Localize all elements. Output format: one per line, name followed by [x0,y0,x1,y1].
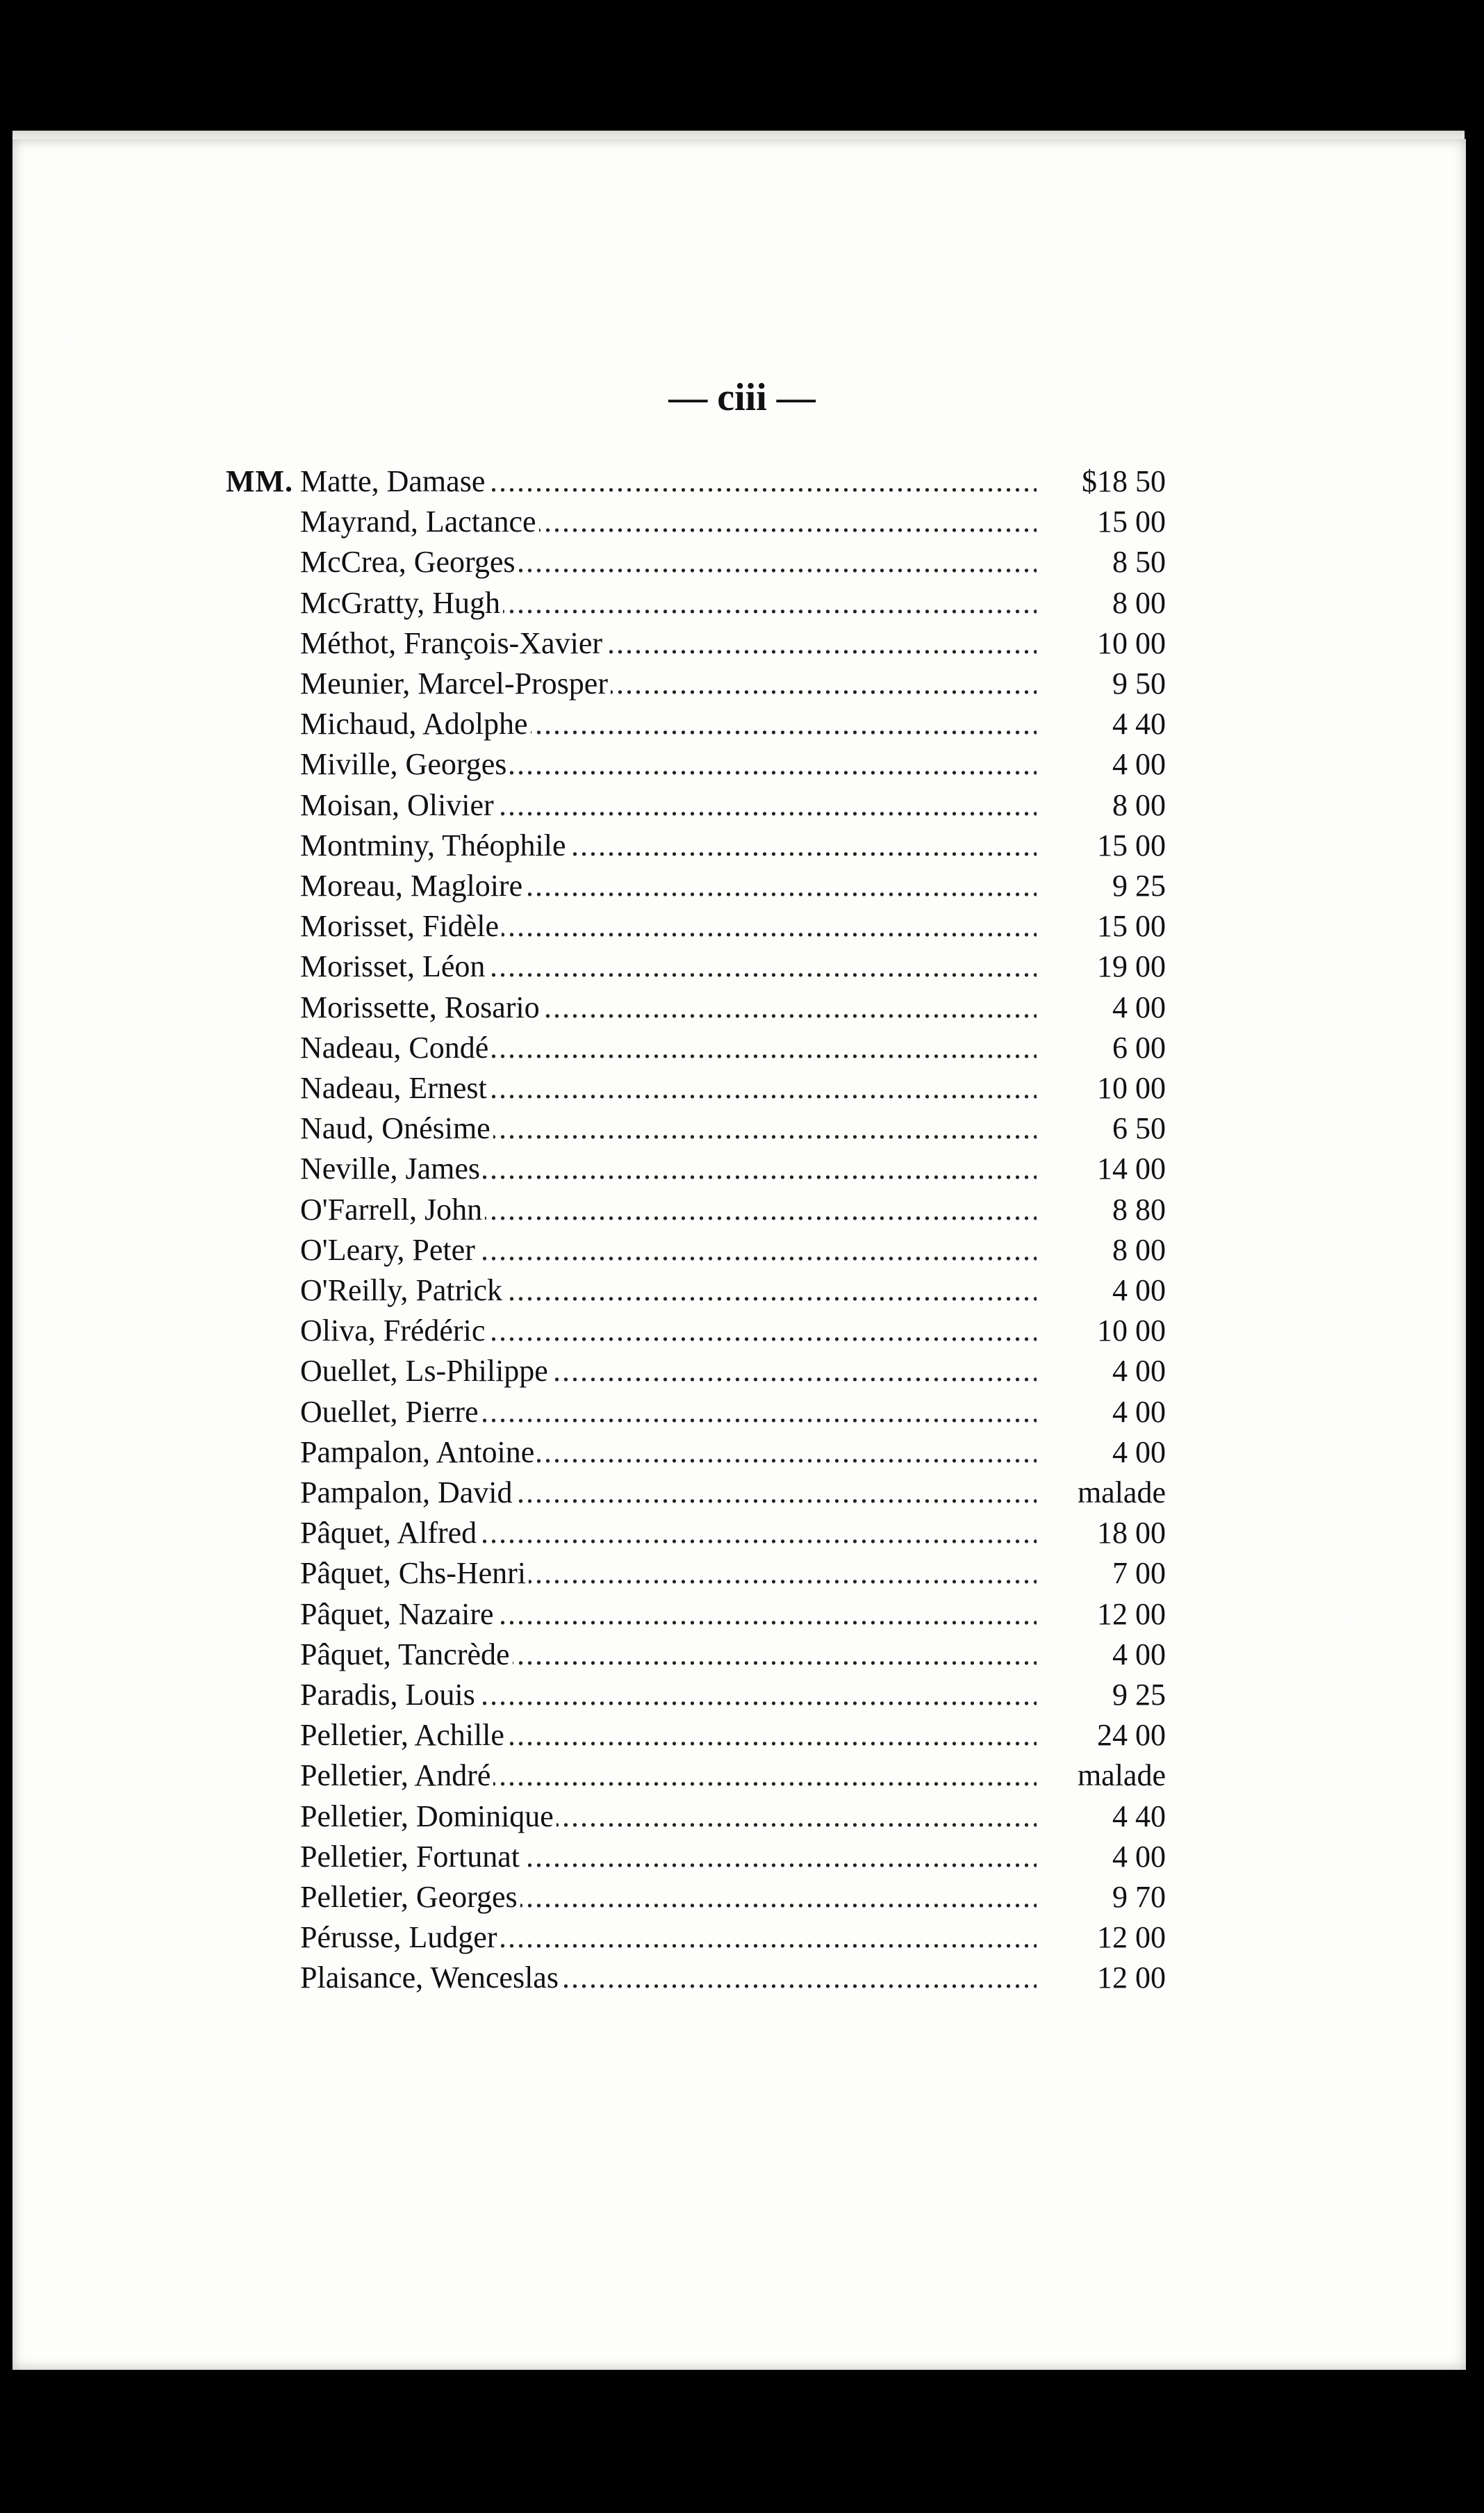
entry-name-text: Meunier, Marcel-Prosper [300,666,611,701]
entry-amount: 4 00 [1112,1395,1166,1429]
entry-name-text: Mayrand, Lactance [300,505,539,539]
entry-amount: 19 00 [1097,949,1166,983]
entry-name [300,1755,1037,1796]
entry-name [300,1513,1037,1553]
entry-amount: 10 00 [1097,626,1166,660]
list-item [0,1270,1484,1311]
entry-amount: 9 70 [1112,1880,1166,1914]
entry-name [300,1635,1037,1675]
entry-amount: 12 00 [1097,1597,1166,1631]
list-item [0,1068,1484,1108]
entry-name [300,1877,1037,1917]
entry-amount: malade [1077,1758,1166,1792]
entry-name-text: Morisset, Léon [300,949,488,983]
entry-name [300,947,1037,987]
entry-name [300,988,1037,1028]
entry-amount: 12 00 [1097,1920,1166,1954]
entry-name-text: Pâquet, Alfred [300,1516,479,1550]
entry-name [300,1958,1037,1998]
entry-amount: 12 00 [1097,1961,1166,1995]
list-item [0,826,1484,866]
list-item [0,1635,1484,1675]
entry-name-text: Plaisance, Wenceslas [300,1961,561,1995]
entry-name [300,502,1037,542]
entry-amount: 4 40 [1112,1799,1166,1833]
entry-name-text: Pérusse, Ludger [300,1920,500,1954]
list-item [0,583,1484,623]
entry-name-text: Moreau, Magloire [300,869,525,903]
entry-name [300,583,1037,623]
entry-name-text: Ouellet, Pierre [300,1395,481,1429]
entry-name [300,785,1037,826]
list-item [0,542,1484,582]
list-item [0,664,1484,704]
entry-amount: 8 00 [1112,788,1166,822]
list-item [0,1755,1484,1796]
entry-name-text: Morisset, Fidèle [300,909,502,943]
entry-name [300,1675,1037,1715]
entry-amount: 9 50 [1112,666,1166,701]
list-item [0,1432,1484,1473]
entry-name [300,542,1037,582]
entry-name-text: Montminy, Théophile [300,828,569,862]
entry-name-text: Oliva, Frédéric [300,1313,488,1348]
entry-amount: 8 00 [1112,1233,1166,1267]
entry-name [300,1553,1037,1594]
entry-name [300,704,1037,744]
entry-name-text: Méthot, François-Xavier [300,626,605,660]
entry-name-text: Paradis, Louis [300,1678,478,1712]
list-item [0,1877,1484,1917]
entry-name [300,1311,1037,1351]
entry-amount: 9 25 [1112,1678,1166,1712]
entry-amount: 6 50 [1112,1111,1166,1145]
entry-name [300,1432,1037,1473]
list-item [0,1230,1484,1270]
entry-name-text: Miville, Georges [300,747,509,781]
list-item [0,502,1484,542]
list-item [0,1958,1484,1998]
entry-name [300,1392,1037,1432]
entry-name-text: O'Farrell, John [300,1193,485,1227]
entry-amount: 15 00 [1097,828,1166,862]
entry-amount: $18 50 [1082,464,1166,498]
entry-amount: 14 00 [1097,1152,1166,1186]
entry-name [300,1715,1037,1755]
entry-name-text: Pelletier, Fortunat [300,1840,522,1874]
entry-amount: malade [1077,1475,1166,1509]
entry-name [300,623,1037,664]
entry-amount: 15 00 [1097,909,1166,943]
entry-name-text: Michaud, Adolphe [300,707,531,741]
entry-amount: 18 00 [1097,1516,1166,1550]
list-item [0,1837,1484,1877]
list-item [0,1028,1484,1068]
entry-name [300,461,1037,502]
list-item [0,1190,1484,1230]
entry-amount: 4 40 [1112,707,1166,741]
entry-amount: 4 00 [1112,1840,1166,1874]
list-item [0,1149,1484,1189]
honorific-label: MM. [226,464,294,498]
entry-name-text: Naud, Onésime [300,1111,493,1145]
list-item [0,461,1484,502]
list-item [0,1553,1484,1594]
entry-name-text: Neville, James [300,1152,483,1186]
entry-name [300,1351,1037,1391]
entry-name-text: Ouellet, Ls-Philippe [300,1354,551,1388]
entry-name-text: Pelletier, Georges [300,1880,520,1914]
list-item [0,1715,1484,1755]
entry-name [300,1837,1037,1877]
entry-amount: 10 00 [1097,1071,1166,1105]
entry-amount: 4 00 [1112,1273,1166,1307]
entry-name [300,664,1037,704]
list-item [0,1392,1484,1432]
list-item [0,1796,1484,1837]
scan-speck [1342,1619,1348,1625]
entry-name-text: O'Reilly, Patrick [300,1273,505,1307]
entry-name [300,1149,1037,1189]
entry-name [300,866,1037,906]
list-item [0,1594,1484,1635]
entry-amount: 4 00 [1112,1354,1166,1388]
list-item [0,1513,1484,1553]
entry-name [300,1190,1037,1230]
entry-amount: 6 00 [1112,1031,1166,1065]
entry-name [300,1230,1037,1270]
entry-amount: 4 00 [1112,1637,1166,1671]
entry-name-text: Nadeau, Ernest [300,1071,490,1105]
entry-amount: 4 00 [1112,990,1166,1024]
entry-name-text: McCrea, Georges [300,545,518,579]
list-item [0,1311,1484,1351]
entry-amount: 15 00 [1097,505,1166,539]
entry-name [300,1917,1037,1958]
entry-name-text: Nadeau, Condé [300,1031,491,1065]
list-item [0,704,1484,744]
list-item [0,744,1484,785]
page-number: — ciii — [668,376,816,419]
list-item [0,866,1484,906]
entry-name [300,1796,1037,1837]
entry-name [300,744,1037,785]
entry-name-text: Pampalon, David [300,1475,516,1509]
list-item [0,906,1484,947]
entry-name-text: Matte, Damase [300,464,488,498]
entry-name-text: Pâquet, Chs-Henri [300,1556,529,1590]
entry-name-text: Pâquet, Tancrède [300,1637,513,1671]
entry-name [300,1594,1037,1635]
entry-amount: 4 00 [1112,747,1166,781]
list-item [0,785,1484,826]
entry-amount: 8 80 [1112,1193,1166,1227]
entry-amount: 8 00 [1112,586,1166,620]
list-item [0,1675,1484,1715]
list-item [0,1351,1484,1391]
list-item [0,988,1484,1028]
entry-name [300,826,1037,866]
entry-name [300,1028,1037,1068]
entry-name-text: Moisan, Olivier [300,788,497,822]
list-item [0,1108,1484,1149]
entry-name [300,1068,1037,1108]
scan-speck [67,341,71,345]
entry-amount: 24 00 [1097,1718,1166,1752]
entry-name-text: O'Leary, Peter [300,1233,478,1267]
entry-amount: 8 50 [1112,545,1166,579]
list-item [0,623,1484,664]
entry-name [300,906,1037,947]
entry-amount: 7 00 [1112,1556,1166,1590]
list-item [0,947,1484,987]
entry-amount: 9 25 [1112,869,1166,903]
entry-name [300,1270,1037,1311]
entry-name-text: Pâquet, Nazaire [300,1597,497,1631]
entry-name-text: Pelletier, Achille [300,1718,507,1752]
entry-name-text: Morissette, Rosario [300,990,543,1024]
entry-name [300,1473,1037,1513]
entry-amount: 4 00 [1112,1435,1166,1469]
entry-name [300,1108,1037,1149]
entry-name-text: McGratty, Hugh [300,586,503,620]
entry-amount: 10 00 [1097,1313,1166,1348]
entry-name-text: Pampalon, Antoine [300,1435,537,1469]
list-item [0,1917,1484,1958]
entry-name-text: Pelletier, Dominique [300,1799,556,1833]
list-item [0,1473,1484,1513]
entry-name-text: Pelletier, André [300,1758,493,1792]
